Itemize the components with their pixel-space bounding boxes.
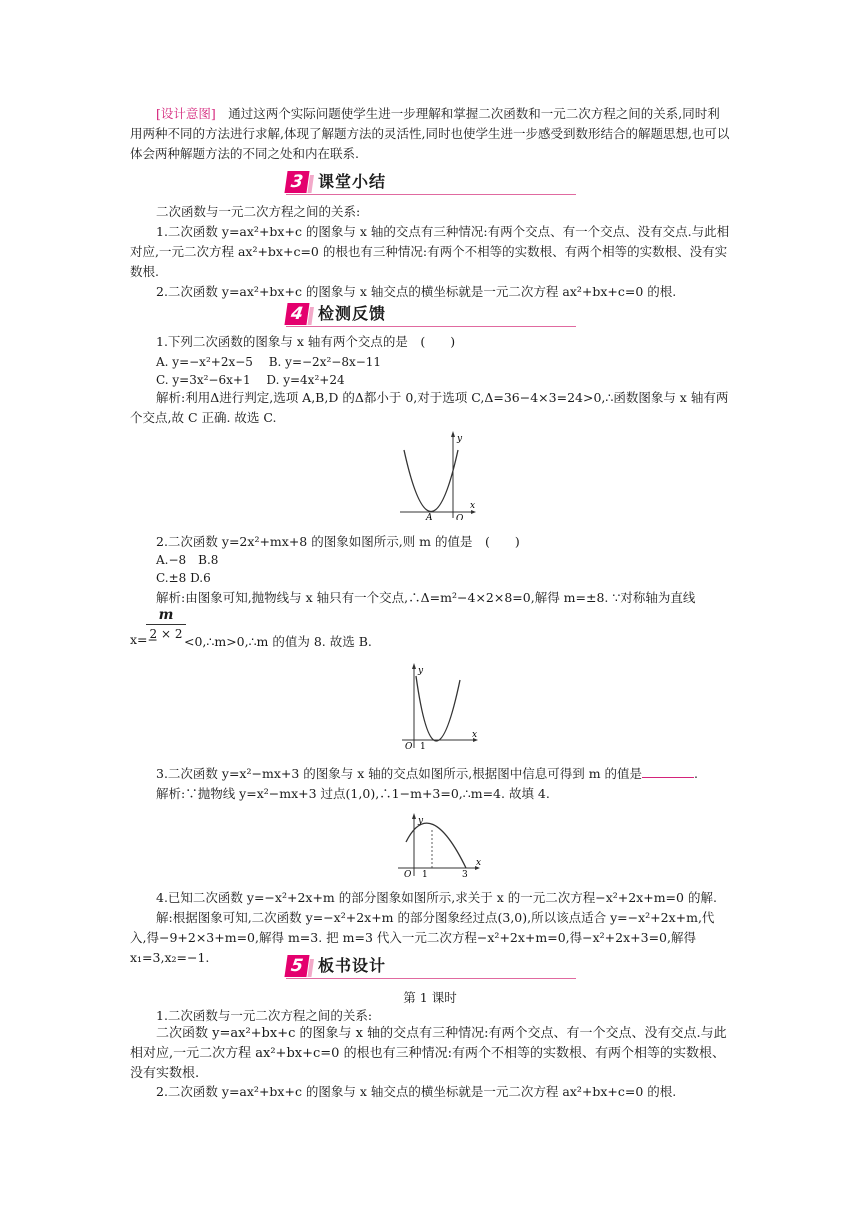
board-body: 二次函数 y=ax²+bx+c 的图象与 x 轴的交点有三种情况:有两个交点、有一个交点、没有交点.与此相对应,一元二次方程 ax²+bx+c=0 的根也有三种情况:有两个不相等的实数根、有两个相等的实数根、没有实数根.	[130, 1026, 727, 1081]
board-point-2: 2.二次函数 y=ax²+bx+c 的图象与 x 轴交点的横坐标就是一元二次方程 ax²+bx+c=0 的根.	[156, 1084, 677, 1099]
answer-blank	[642, 765, 694, 778]
parabola-graph-q3	[400, 660, 482, 752]
origin-label: O	[405, 742, 413, 752]
q3-stem-end: .	[694, 766, 699, 781]
board-heading: 1.二次函数与一元二次方程之间的关系:	[156, 1008, 373, 1023]
q2-options-ab: A.−8 B.8	[156, 553, 219, 567]
x-axis-label: x	[470, 501, 476, 511]
fraction-denominator: 2 × 2	[146, 624, 186, 643]
q4-solution: 解:根据图象可知,二次函数 y=−x²+2x+m 的部分图象经过点(3,0),所以该点适合 y=−x²+2x+m,代入,得−9+2×3+m=0,解得 m=3. 把 m=3 代入一元二次方程−x²+2x+m=0,得−x²+2x+3=0,解得 x₁=3,x₂=−1.	[130, 910, 715, 965]
board-subtitle: 第 1 课时	[403, 990, 457, 1005]
q3-stem	[130, 764, 730, 784]
fraction-suffix: <0,∴m>0,∴m 的值为 8. 故选 B.	[184, 634, 372, 649]
section-title: 课堂小结	[318, 172, 387, 191]
section-heading-summary	[286, 170, 576, 195]
tick-3-label: 3	[462, 870, 468, 878]
summary-intro: 二次函数与一元二次方程之间的关系:	[156, 204, 361, 219]
y-axis-label: y	[418, 816, 424, 826]
section-title: 检测反馈	[318, 304, 387, 323]
origin-label: O	[456, 514, 464, 520]
summary-point-2: 2.二次函数 y=ax²+bx+c 的图象与 x 轴交点的横坐标就是一元二次方程 ax²+bx+c=0 的根.	[156, 284, 677, 299]
x-axis-label: x	[472, 730, 478, 740]
design-intent-tag: [设计意图]	[156, 106, 216, 121]
parabola-graph-q2	[398, 428, 480, 520]
q3-analysis: 解析:∵抛物线 y=x²−mx+3 过点(1,0),∴1−m+3=0,∴m=4. 故填 4.	[156, 786, 550, 801]
tick-1-label: 1	[420, 742, 426, 752]
design-intent-text: 通过这两个实际问题使学生进一步理解和掌握二次函数和一元二次方程之间的关系,同时利用两种不同的方法进行求解,体现了解题方法的灵活性,同时也使学生进一步感受到数形结合的解题思想,也可以体会两种解题方法的不同之处和内在联系.	[130, 106, 730, 161]
section-heading-board	[286, 954, 576, 979]
summary-point-1: 1.二次函数 y=ax²+bx+c 的图象与 x 轴的交点有三种情况:有两个交点、有一个交点、没有交点.与此相对应,一元二次方程 ax²+bx+c=0 的根也有三种情况:有两个不相等的实数根、有两个相等的实数根、没有实数根.	[130, 224, 730, 279]
section-title: 板书设计	[318, 956, 387, 975]
q2-stem: 2.二次函数 y=2x²+mx+8 的图象如图所示,则 m 的值是 ( )	[156, 534, 520, 549]
y-axis-label: y	[418, 666, 424, 676]
q2-analysis-fraction-line	[130, 606, 730, 650]
section-heading-feedback	[286, 302, 576, 327]
section-number-badge: 3	[284, 171, 309, 193]
fraction-prefix: x=−	[130, 632, 158, 647]
point-a-label: A	[426, 513, 433, 520]
q1-options-cd: C. y=3x²−6x+1 D. y=4x²+24	[156, 373, 345, 387]
q2-analysis: 解析:由图象可知,抛物线与 x 轴只有一个交点,∴Δ=m²−4×2×8=0,解得 m=±8. ∵对称轴为直线	[156, 590, 696, 605]
y-axis-label: y	[457, 434, 463, 444]
section-number-badge: 5	[284, 955, 309, 977]
design-intent-paragraph	[130, 104, 730, 164]
q1-stem: 1.下列二次函数的图象与 x 轴有两个交点的是 ( )	[156, 334, 456, 349]
q3-stem-text: 3.二次函数 y=x²−mx+3 的图象与 x 轴的交点如图所示,根据图中信息可得到 m 的值是	[156, 766, 643, 781]
q2-options-cd: C.±8 D.6	[156, 571, 211, 585]
fraction	[146, 606, 186, 643]
q4-stem: 4.已知二次函数 y=−x²+2x+m 的部分图象如图所示,求关于 x 的一元二次方程−x²+2x+m=0 的解.	[156, 890, 717, 905]
origin-label: O	[404, 870, 412, 878]
q1-options-ab: A. y=−x²+2x−5 B. y=−2x²−8x−11	[156, 355, 382, 369]
parabola-graph-q4	[396, 812, 486, 878]
tick-1-label: 1	[422, 870, 428, 878]
q1-analysis: 解析:利用Δ进行判定,选项 A,B,D 的Δ都小于 0,对于选项 C,Δ=36−4×3=24>0,∴函数图象与 x 轴有两个交点,故 C 正确. 故选 C.	[130, 390, 729, 425]
fraction-numerator: m	[158, 607, 174, 623]
x-axis-label: x	[476, 858, 482, 868]
section-number-badge: 4	[284, 303, 309, 325]
